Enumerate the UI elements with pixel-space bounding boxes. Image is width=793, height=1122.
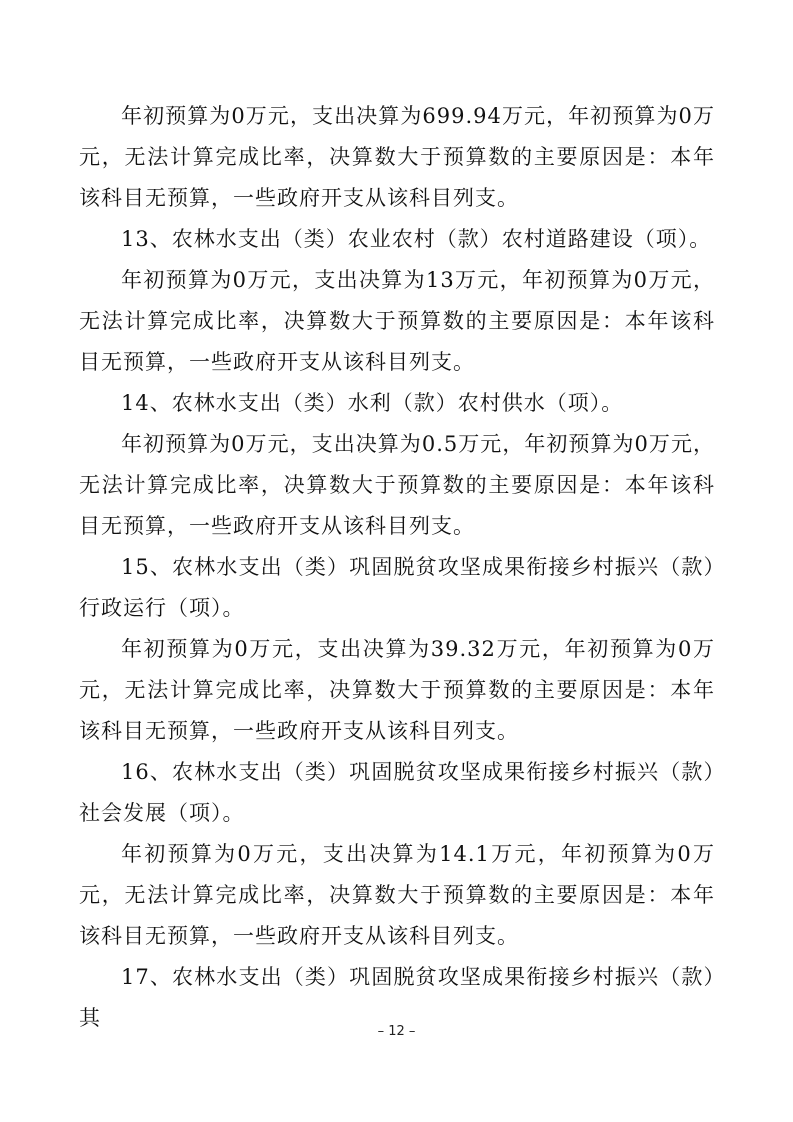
heading-item-14: 14、农林水支出（类）水利（款）农村供水（项）。	[121, 391, 624, 415]
heading-item-15: 15、农林水支出（类）巩固脱贫攻坚成果衔接乡村振兴（款）行政运行（项）。	[79, 555, 715, 620]
heading-item-13: 13、农林水支出（类）农业农村（款）农村道路建设（项）。	[121, 227, 712, 251]
paragraph-budget-note-15: 年初预算为0万元，支出决算为39.32万元，年初预算为0万元，无法计算完成比率，决算数大于预算数的主要原因是：本年该科目无预算，一些政府开支从该科目列支。	[79, 637, 715, 743]
heading-item-16: 16、农林水支出（类）巩固脱贫攻坚成果衔接乡村振兴（款）社会发展（项）。	[79, 760, 715, 825]
document-body	[79, 96, 715, 1039]
paragraph-budget-note-16: 年初预算为0万元，支出决算为14.1万元，年初预算为0万元，无法计算完成比率，决算数大于预算数的主要原因是：本年该科目无预算，一些政府开支从该科目列支。	[79, 842, 715, 948]
page-number: – 12 –	[377, 1024, 416, 1039]
paragraph-budget-note-13: 年初预算为0万元，支出决算为13万元，年初预算为0万元，无法计算完成比率，决算数大于预算数的主要原因是：本年该科目无预算，一些政府开支从该科目列支。	[79, 268, 715, 374]
paragraph-budget-note-12: 年初预算为0万元，支出决算为699.94万元，年初预算为0万元，无法计算完成比率，决算数大于预算数的主要原因是：本年该科目无预算，一些政府开支从该科目列支。	[79, 104, 715, 210]
heading-item-17: 17、农林水支出（类）巩固脱贫攻坚成果衔接乡村振兴（款）其	[79, 965, 715, 1030]
paragraph-budget-note-14: 年初预算为0万元，支出决算为0.5万元，年初预算为0万元，无法计算完成比率，决算数大于预算数的主要原因是：本年该科目无预算，一些政府开支从该科目列支。	[79, 432, 715, 538]
